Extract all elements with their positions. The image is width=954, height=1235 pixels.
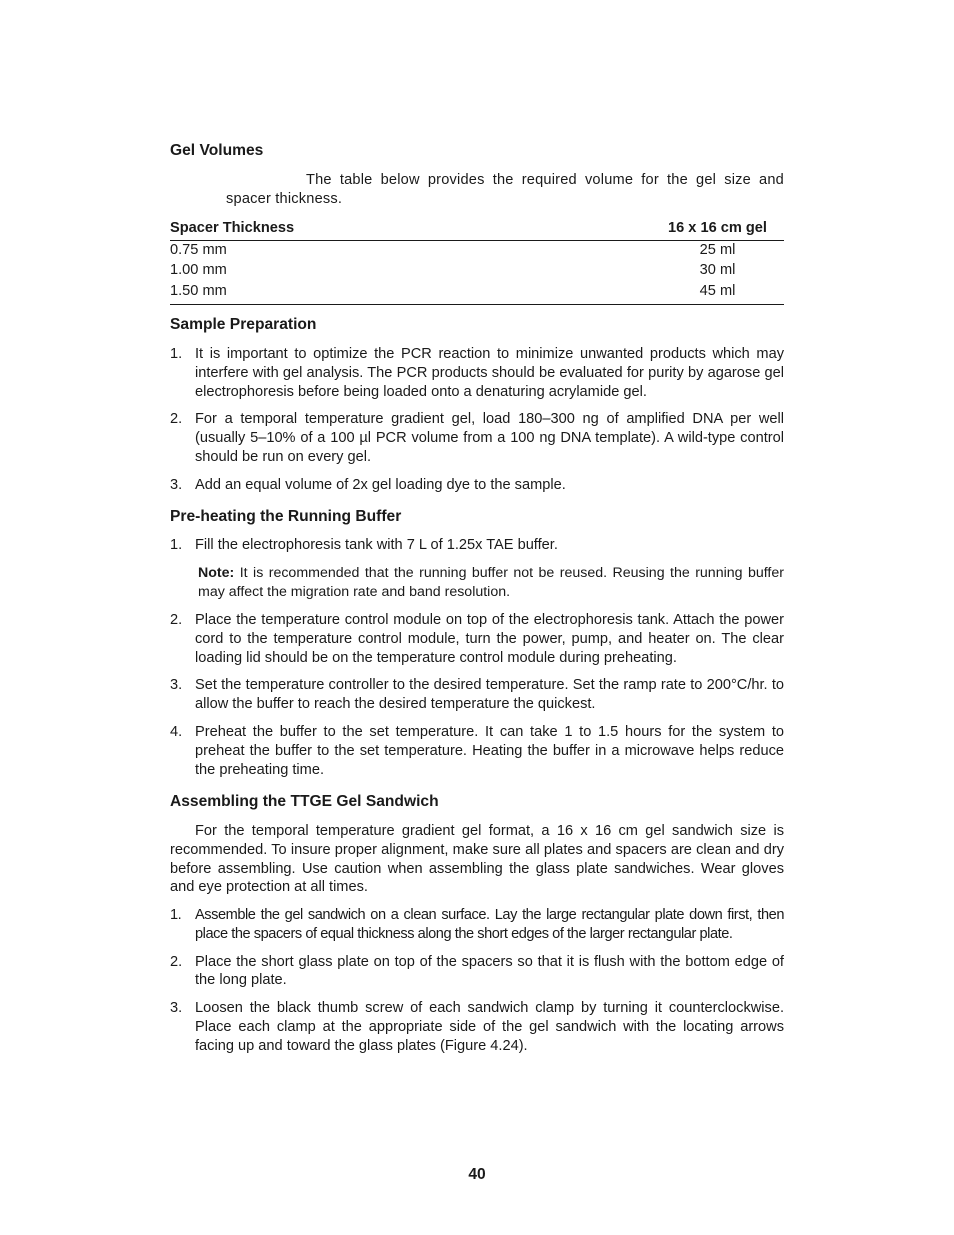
list-item (170, 611, 784, 667)
heading-preheating: Pre-heating the Running Buffer (170, 508, 402, 525)
list-text: Place the short glass plate on top of the spacers so that it is flush with the bottom edge of the long plate. (195, 953, 784, 989)
heading-assembling: Assembling the TTGE Gel Sandwich (170, 793, 439, 810)
list-item (170, 676, 784, 714)
preheat-list-1 (170, 536, 784, 555)
table-cell: 0.75 mm (170, 242, 227, 258)
gel-volume-table (170, 219, 784, 305)
table-cell: 1.00 mm (170, 262, 227, 279)
list-item (170, 536, 784, 555)
table-cell: 25 ml (699, 242, 736, 258)
list-text: Fill the electrophoresis tank with 7 L of 1.25x TAE buffer. (195, 537, 558, 553)
list-item (170, 953, 784, 991)
table-row (170, 241, 784, 262)
list-item (170, 999, 784, 1055)
list-item (170, 476, 784, 495)
page-number: 40 (468, 1166, 486, 1183)
list-text: Assemble the gel sandwich on a clean surface. Lay the large rectangular plate down first, then place the spacers of equal thickness along the short edges of the larger rectangular plate. (195, 907, 784, 942)
table-cell: 30 ml (699, 262, 736, 279)
gel-volumes-intro: The table below provides the required volume for the gel size and spacer thickness. (226, 172, 784, 207)
list-number: 3. (170, 1000, 183, 1017)
list-number: 2. (170, 612, 183, 628)
sample-prep-list (170, 345, 784, 495)
note-body: It is recommended that the running buffer not be reused. Reusing the running buffer may affect the migration rate and band resolution. (198, 565, 784, 600)
list-text: Preheat the buffer to the set temperature. It can take 1 to 1.5 hours for the system to preheat the buffer to the set temperature. Heating the buffer in a microwave helps reduce the preheating time. (195, 723, 784, 778)
list-number: 4. (170, 723, 183, 740)
list-item (170, 906, 784, 944)
assembling-list (170, 906, 784, 1056)
list-number: 2. (170, 953, 183, 970)
table-row (170, 282, 784, 305)
preheat-list-2 (170, 611, 784, 779)
list-item (170, 723, 784, 779)
list-number: 1. (170, 537, 183, 553)
list-number: 2. (170, 411, 183, 428)
note-text (170, 564, 784, 602)
table-cell: 45 ml (651, 282, 784, 305)
list-text: Loosen the black thumb screw of each sandwich clamp by turning it counterclockwise. Place each clamp at the appropriate side of the gel sandwich with the locating arrows facing up and toward the glass plates (Figure 4.24). (195, 1000, 784, 1054)
list-item (170, 410, 784, 466)
list-number: 3. (170, 476, 183, 493)
list-number: 1. (170, 346, 183, 362)
heading-gel-volumes: Gel Volumes (170, 142, 264, 159)
assembling-intro: For the temporal temperature gradient gel format, a 16 x 16 cm gel sandwich size is recommended. To insure proper alignment, make sure all plates and spacers are clean and dry before assembling. Use caution when assembling the glass plate sandwiches. Wear gloves and eye protection at all times. (170, 823, 784, 896)
gel-volume-table-wrap (170, 219, 784, 305)
note-label: Note: (198, 565, 235, 581)
table-header-gel: 16 x 16 cm gel (651, 219, 784, 241)
list-item (170, 345, 784, 401)
list-text: Add an equal volume of 2x gel loading dye to the sample. (195, 476, 566, 493)
heading-sample-preparation: Sample Preparation (170, 316, 317, 333)
list-text: For a temporal temperature gradient gel, load 180–300 ng of amplified DNA per well (usually 5–10% of a 100 µl PCR volume from a 100 ng DNA template). A wild-type control should be run on every gel. (195, 411, 784, 465)
table-header-spacer: Spacer Thickness (170, 219, 651, 241)
list-text: Set the temperature controller to the desired temperature. Set the ramp rate to 200°C/hr. to allow the buffer to reach the desired temperature the quickest. (195, 677, 784, 713)
list-number: 3. (170, 677, 183, 694)
list-number: 1. (170, 907, 182, 923)
table-cell: 1.50 mm (170, 282, 651, 305)
list-text: It is important to optimize the PCR reaction to minimize unwanted products which may interfere with gel analysis. The PCR products should be evaluated for purity by agarose gel electrophoresis before being loaded onto a denaturing acrylamide gel. (195, 346, 784, 400)
table-row (170, 261, 784, 281)
list-text: Place the temperature control module on top of the electrophoresis tank. Attach the power cord to the temperature control module, turn the power, pump, and heater on. The clear loading lid should be on the temperature control module during preheating. (195, 612, 784, 666)
